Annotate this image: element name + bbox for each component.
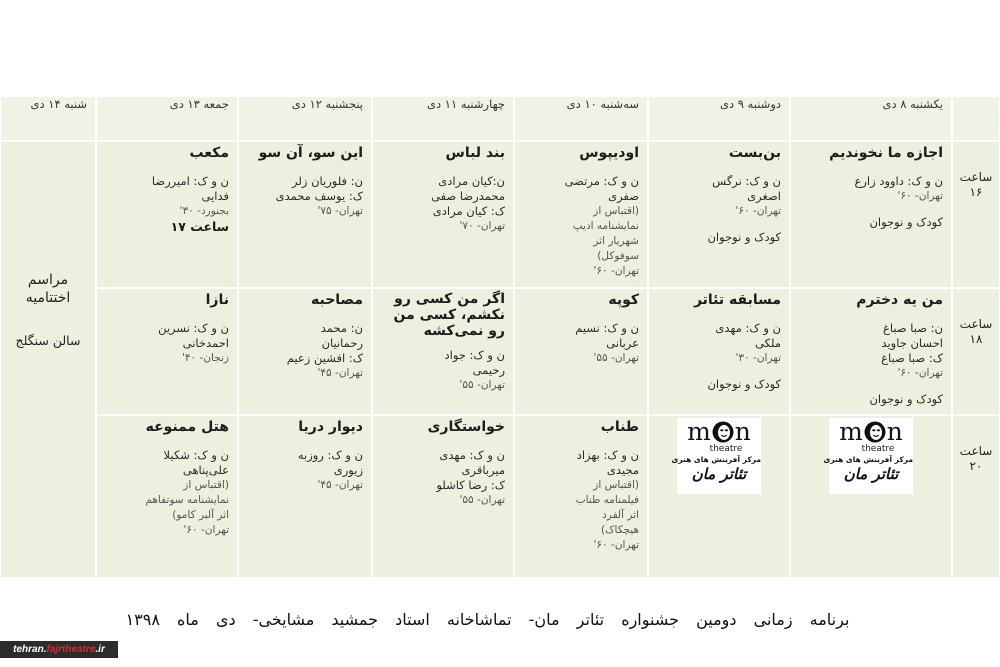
- city-duration: تهران- ۶۰': [183, 524, 229, 536]
- credits-line: ن و ک: جواد: [444, 348, 505, 362]
- theatre-mask-icon: [864, 421, 886, 443]
- closing-ceremony-title: مراسم اختتامیه: [25, 272, 71, 306]
- credits-line: ن و ک: روزبه: [297, 448, 363, 462]
- director-line: ک: کیان مرادی: [432, 204, 505, 218]
- adaptation-note: (اقتباس از: [593, 479, 639, 491]
- day-header-saturday: [0, 96, 96, 141]
- city-duration: تهران- ۵۵': [593, 352, 639, 364]
- day-label: پنجشنبه ۱۲ دی: [291, 97, 363, 111]
- logo-tagline: مرکز آفرینش های هنری: [671, 455, 761, 464]
- header-corner: [952, 96, 1000, 141]
- director-line: ک: افشین زعیم: [286, 351, 363, 365]
- credits-line: احمدخانی: [182, 336, 229, 350]
- city-duration: تهران- ۵۵': [459, 494, 505, 506]
- logo-letter: m: [839, 417, 863, 446]
- day-label: دوشنبه ۹ دی: [719, 97, 781, 111]
- logo-wordmark: [677, 417, 761, 446]
- time-label: ساعت ۲۰: [959, 444, 993, 473]
- credits-line: ن و ک: مهدی: [715, 321, 781, 335]
- schedule-caption: برنامه زمانی دومین جشنواره تئاتر مان- تماشاخانه استاد جمشید مشایخی- دی ماه ۱۳۹۸: [125, 610, 850, 629]
- logo-subtitle: theatre: [709, 444, 743, 454]
- logo-wordmark: [829, 417, 913, 446]
- credits-line: مجیدی: [606, 463, 639, 477]
- adaptation-note: اثر آلفرد: [602, 509, 639, 521]
- day-header-thursday: [238, 96, 372, 141]
- time-cell: [952, 288, 1000, 415]
- credits-line: ن و ک: شکیلا: [163, 448, 229, 462]
- city-duration: زنجان- ۴۰': [182, 352, 229, 364]
- audience-tag: کودک و نوجوان: [707, 377, 781, 391]
- city-duration: تهران- ۶۰': [897, 367, 943, 379]
- theatre-mask-icon: [712, 421, 734, 443]
- day-header-wednesday: [372, 96, 514, 141]
- closing-ceremony-venue: سالن سنگلج: [15, 333, 81, 348]
- show-title: طناب: [600, 419, 639, 435]
- show-title: مصاحبه: [310, 292, 363, 308]
- writer-line: ن: فلوریان زلر: [292, 174, 363, 188]
- director-line: ک: صبا صباغ: [881, 351, 943, 365]
- city-duration: بجنورد- ۳۰': [179, 205, 229, 217]
- credits-line: اصغری: [747, 189, 781, 203]
- credits-line: صفری: [608, 189, 639, 203]
- show-title: اگر من کسی رو نکشم، کسی من رو نمی‌کشه: [393, 291, 505, 339]
- city-duration: تهران- ۴۵': [317, 367, 363, 379]
- credits-line: ن و ک: مرتضی: [564, 174, 639, 188]
- city-duration: تهران- ۶۰': [593, 539, 639, 551]
- adaptation-note: (اقتباس از: [593, 205, 639, 217]
- schedule-table: [0, 96, 1000, 578]
- city-duration: تهران- ۶۰': [593, 265, 639, 277]
- time-label: ساعت ۱۸: [959, 317, 993, 346]
- show-title: اودیپوس: [579, 145, 639, 161]
- show-cell-logo: [648, 415, 790, 578]
- city-duration: تهران- ۷۰': [459, 220, 505, 232]
- show-title: نازا: [205, 292, 229, 308]
- show-title: هتل ممنوعه: [145, 419, 229, 435]
- show-cell: [790, 141, 952, 288]
- showtime-note: ساعت ۱۷: [170, 219, 229, 234]
- city-duration: تهران- ۷۵': [317, 205, 363, 217]
- day-header-tuesday: [514, 96, 648, 141]
- show-title: مسابقه تئاتر: [693, 292, 781, 308]
- adaptation-note: نمایشنامه سوتفاهم: [145, 494, 229, 506]
- show-cell: [96, 288, 238, 415]
- time-cell: [952, 415, 1000, 578]
- show-cell: [372, 288, 514, 415]
- show-cell: [514, 288, 648, 415]
- audience-tag: کودک و نوجوان: [869, 392, 943, 406]
- watermark-brand: fajrtheatre: [46, 644, 96, 655]
- logo-subtitle: theatre: [861, 444, 895, 454]
- logo-letter: m: [687, 417, 711, 446]
- credits-line: ن و ک: نرگس: [712, 174, 781, 188]
- show-cell: [648, 288, 790, 415]
- logo-name: تئاتر مان: [843, 465, 899, 483]
- day-label: جمعه ۱۳ دی: [169, 97, 229, 111]
- show-title: مکعب: [189, 145, 229, 161]
- city-duration: تهران- ۳۰': [735, 352, 781, 364]
- logo-name: تئاتر مان: [691, 465, 747, 483]
- site-watermark: [0, 641, 118, 658]
- show-cell: [514, 141, 648, 288]
- credits-line: میرباقری: [461, 463, 505, 477]
- show-cell: [648, 141, 790, 288]
- adaptation-note: نمایشنامه ادیپ: [572, 220, 639, 232]
- show-cell: [238, 141, 372, 288]
- show-cell: [372, 415, 514, 578]
- show-title: اجازه ما نخوندیم: [829, 145, 943, 161]
- writer-line: ن: صبا صباغ: [883, 321, 943, 335]
- show-title: خواستگاری: [427, 419, 505, 435]
- writer-line: رحمانیان: [321, 336, 363, 350]
- adaptation-note: شهریار اثر: [593, 235, 639, 247]
- time-label: ساعت ۱۶: [959, 170, 993, 199]
- show-cell: [238, 288, 372, 415]
- credits-line: فدایی: [201, 189, 229, 203]
- credits-line: علی‌پناهی: [182, 463, 229, 477]
- show-cell: [96, 141, 238, 288]
- city-duration: تهران- ۶۰': [897, 190, 943, 202]
- audience-tag: کودک و نوجوان: [869, 215, 943, 229]
- time-cell: [952, 141, 1000, 288]
- logo-letter: n: [886, 417, 903, 446]
- director-line: ک: یوسف محمدی: [275, 189, 363, 203]
- adaptation-note: (اقتباس از: [183, 479, 229, 491]
- credits-line: ن و ک: نسیم: [575, 321, 639, 335]
- day-header-monday: [648, 96, 790, 141]
- city-duration: تهران- ۵۵': [459, 379, 505, 391]
- logo-letter: n: [734, 417, 751, 446]
- show-title: من یه دخترم: [856, 292, 943, 308]
- show-title: بن‌بست: [728, 145, 781, 161]
- writer-line: محمدرضا صفی: [431, 189, 505, 203]
- credits-line: ملکی: [755, 336, 781, 350]
- show-cell-logo: [790, 415, 952, 578]
- credits-line: ن و ک: داوود زارع: [854, 174, 943, 188]
- credits-line: عربانی: [606, 336, 639, 350]
- writer-line: ن:کیان مرادی: [438, 174, 505, 188]
- audience-tag: کودک و نوجوان: [707, 230, 781, 244]
- city-duration: تهران- ۴۵': [317, 479, 363, 491]
- day-label: سه‌شنبه ۱۰ دی: [566, 97, 639, 111]
- show-title: بند لباس: [445, 145, 505, 161]
- writer-line: ن: محمد: [320, 321, 363, 335]
- show-cell: [514, 415, 648, 578]
- adaptation-note: هیچکاک): [601, 524, 639, 536]
- adaptation-note: اثر آلبر کامو): [172, 509, 229, 521]
- credits-line: ن و ک: نسرین: [158, 321, 229, 335]
- show-cell: [790, 288, 952, 415]
- show-cell: [372, 141, 514, 288]
- logo-tagline: مرکز آفرینش های هنری: [823, 455, 913, 464]
- show-title: دیوار دریا: [298, 419, 363, 435]
- credits-line: رحیمی: [472, 363, 505, 377]
- show-title: کوپه: [608, 292, 639, 308]
- day-label: یکشنبه ۸ دی: [882, 97, 943, 111]
- watermark-suffix: .ir: [95, 644, 105, 655]
- credits-line: ن و ک: امیررضا: [151, 174, 229, 188]
- closing-ceremony-cell: [0, 141, 96, 578]
- watermark-prefix: tehran.: [13, 644, 47, 655]
- day-label: شنبه ۱۴ دی: [30, 97, 87, 111]
- mon-theatre-logo: [823, 417, 913, 494]
- adaptation-note: فیلمنامه طناب: [575, 494, 639, 506]
- day-header-friday: [96, 96, 238, 141]
- show-title: این سو، آن سو: [258, 145, 363, 161]
- day-header-sunday: [790, 96, 952, 141]
- show-cell: [96, 415, 238, 578]
- writer-line: احسان جاوید: [881, 336, 943, 350]
- mon-theatre-logo: [671, 417, 761, 494]
- adaptation-note: سوفوکل): [597, 250, 639, 262]
- director-line: ک: رضا کاشلو: [436, 478, 505, 492]
- credits-line: زیوری: [333, 463, 363, 477]
- day-label: چهارشنبه ۱۱ دی: [426, 97, 505, 111]
- city-duration: تهران- ۶۰': [735, 205, 781, 217]
- credits-line: ن و ک: بهزاد: [576, 448, 639, 462]
- credits-line: ن و ک: مهدی: [439, 448, 505, 462]
- show-cell: [238, 415, 372, 578]
